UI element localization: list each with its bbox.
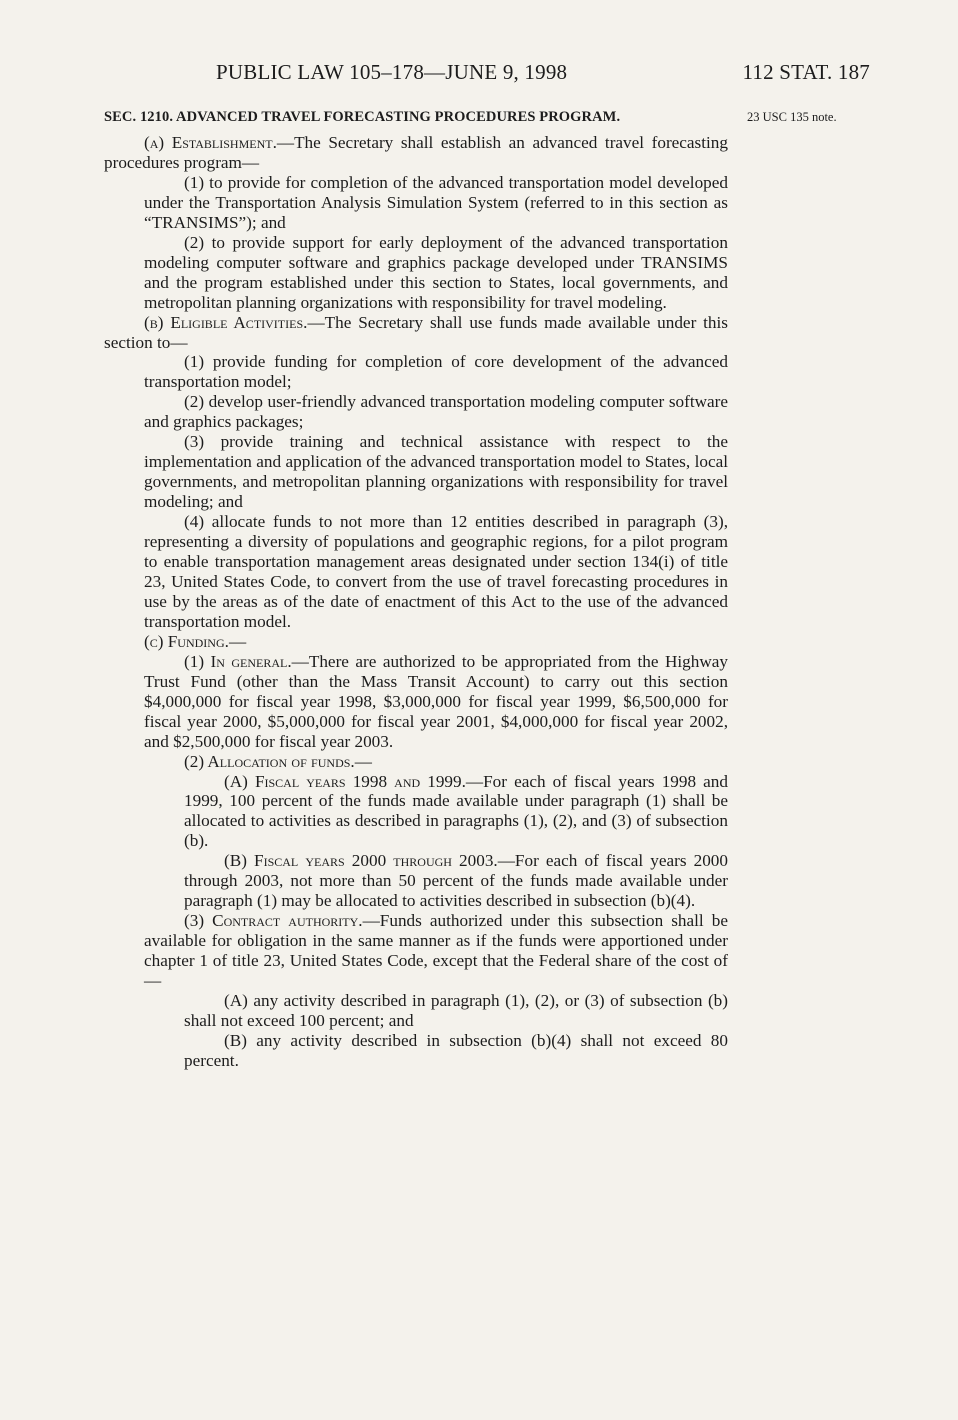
subparagraph-c3A: (A) any activity described in paragraph (1), (2), or (3) of subsection (b) shall not exceed 100 percent; and [184, 990, 728, 1030]
paragraph-c1-in-general [104, 652, 728, 752]
paragraph-b4: (4) allocate funds to not more than 12 entities described in paragraph (3), representing a diversity of populations and geographic regions, for a pilot program to enable transportation management areas designated under section 134(i) of title 23, United States Code, to convert from the use of travel forecasting procedures in use by the areas as of the date of enactment of this Act to the use of the advanced transportation model. [144, 512, 728, 631]
paragraph-a2: (2) to provide support for early deployment of the advanced transportation modeling computer software and graphics package developed under TRANSIMS and the program established under this section to States, local governments, and metropolitan planning organizations with responsibility for travel modeling. [144, 232, 728, 312]
subparagraph-c2A-text: —For each of fiscal years 1998 and 1999, 100 percent of the funds made available under paragraph (1) shall be allocated to activities as described in paragraphs (1), (2), and (3) of subsection (b). [184, 771, 728, 851]
subsection-a-text: —The Secretary shall establish an advanced travel forecasting procedures program— [104, 133, 728, 172]
paragraph-c2-label: (2) Allocation of funds. [184, 751, 355, 771]
subparagraph-c3B: (B) any activity described in subsection (b)(4) shall not exceed 80 percent. [184, 1030, 728, 1070]
subsection-a-label: (a) Establishment. [144, 133, 277, 152]
section-body [104, 133, 728, 1071]
paragraph-c1-text: —There are authorized to be appropriated from the Highway Trust Fund (other than the Mass Transit Account) to carry out this section $4,000,000 for fiscal year 1998, $3,000,000 for fiscal year 1999, $6,500,000 for fiscal year 2000, $5,000,000 for fiscal year 2001, $4,000,000 for fiscal year 2002, and $2,500,000 for fiscal year 2003. [144, 651, 728, 751]
subparagraph-c2B-text: —For each of fiscal years 2000 through 2003, not more than 50 percent of the funds made available under paragraph (1) may be allocated to activities described in subsection (b)(4). [184, 851, 728, 911]
paragraph-c3-label: (3) Contract authority. [184, 911, 363, 931]
paragraph-c1-label: (1) In general. [184, 651, 292, 671]
paragraph-c3-text: —Funds authorized under this subsection shall be available for obligation in the same manner as if the funds were apportioned under chapter 1 of title 23, United States Code, except that the Federal share of the cost of— [144, 911, 728, 991]
paragraph-c3-contract-authority [104, 911, 728, 991]
subparagraph-c2B [104, 851, 728, 911]
running-header [0, 60, 958, 90]
subsection-c-funding [104, 632, 728, 652]
paragraph-a1: (1) to provide for completion of the advanced transportation model developed under the Transportation Analysis Simulation System (referred to in this section as “TRANSIMS”); and [144, 172, 728, 232]
paragraph-c2-allocation [104, 752, 728, 772]
section-heading: SEC. 1210. ADVANCED TRAVEL FORECASTING PROCEDURES PROGRAM. [104, 109, 621, 125]
paragraph-b1: (1) provide funding for completion of core development of the advanced transportation model; [144, 352, 728, 392]
subsection-a-establishment [104, 133, 728, 173]
paragraph-b3: (3) provide training and technical assistance with respect to the implementation and application of the advanced transportation model to States, local governments, and metropolitan planning organizations with responsibility for travel modeling; and [144, 432, 728, 512]
subparagraph-c2B-label: (B) Fiscal years 2000 through 2003. [224, 851, 498, 871]
subsection-b-eligible-activities [104, 313, 728, 353]
statute-page-number: 112 STAT. 187 [742, 60, 870, 84]
subsection-b-text: —The Secretary shall use funds made available under this section to— [104, 312, 728, 352]
paragraph-c2-dash: — [354, 751, 372, 771]
subsection-c-dash: — [228, 631, 247, 651]
subparagraph-c2A [104, 772, 728, 852]
paragraph-b2: (2) develop user-friendly advanced transportation modeling computer software and graphics packages; [144, 392, 728, 432]
subsection-c-label: (c) Funding. [144, 631, 229, 651]
subparagraph-c2A-label: (A) Fiscal years 1998 and 1999. [224, 771, 466, 791]
margin-citation-note: 23 USC 135 note. [747, 110, 837, 124]
running-header-title: PUBLIC LAW 105–178—JUNE 9, 1998 [216, 60, 568, 84]
subsection-b-label: (b) Eligible Activities. [144, 312, 308, 332]
